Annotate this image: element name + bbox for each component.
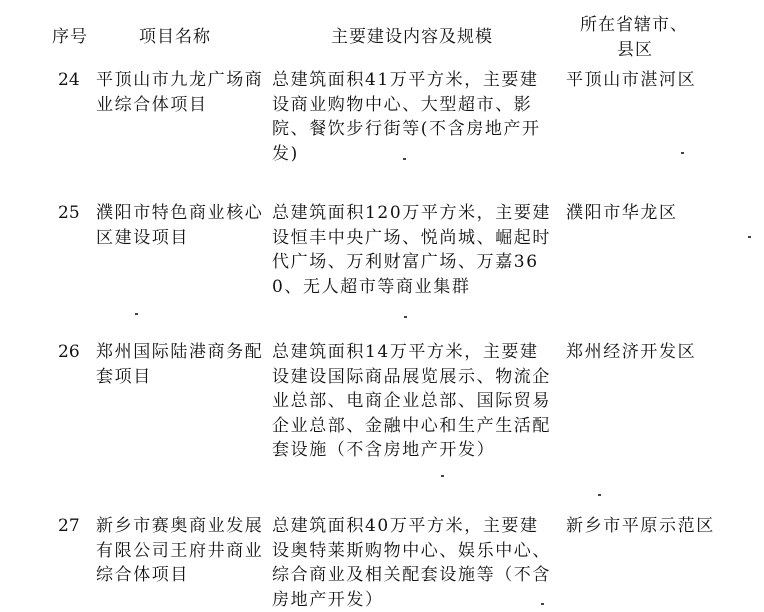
scan-speck (598, 494, 601, 496)
row-project-name: 新乡市赛奥商业发展有限公司王府井商业综合体项目 (96, 516, 264, 585)
row-content: 总建筑面积40万平方米，主要建设奥特莱斯购物中心、娱乐中心、综合商业及相关配套设施等（不含房地产开发） (272, 516, 551, 610)
row-location: 平顶山市湛河区 (566, 70, 697, 90)
row-location: 郑州经济开发区 (566, 342, 697, 362)
row-content: 总建筑面积14万平方米，主要建设建设国际商品展览展示、物流企业总部、电商企业总部、国际贸易企业总部、金融中心和生产生活配套设施（不含房地产开发） (272, 342, 551, 460)
scan-speck (403, 158, 406, 160)
row-project-name: 濮阳市特色商业核心区建设项目 (96, 203, 264, 248)
scan-speck (135, 313, 138, 315)
row-project-name: 郑州国际陆港商务配套项目 (96, 342, 264, 387)
row-seq: 26 (58, 342, 80, 362)
scan-speck (681, 152, 684, 154)
header-seq: 序号 (52, 27, 88, 47)
row-seq: 27 (58, 516, 80, 536)
header-location-line1: 所在省辖市、 (580, 15, 688, 35)
header-content: 主要建设内容及规模 (331, 27, 493, 47)
scan-speck (404, 316, 407, 318)
row-project-name: 平顶山市九龙广场商业综合体项目 (96, 70, 264, 115)
header-location-line2: 县区 (617, 40, 653, 60)
row-seq: 25 (58, 203, 80, 223)
header-name: 项目名称 (139, 27, 211, 47)
row-location: 濮阳市华龙区 (566, 203, 678, 223)
scan-speck (541, 603, 544, 605)
scan-speck (748, 236, 751, 238)
row-seq: 24 (58, 70, 80, 90)
scan-speck (441, 475, 444, 477)
row-location: 新乡市平原示范区 (566, 516, 715, 536)
row-content: 总建筑面积120万平方米，主要建设恒丰中央广场、悦尚城、崛起时代广场、万利财富广场、万嘉360、无人超市等商业集群 (272, 203, 552, 297)
row-content: 总建筑面积41万平方米，主要建设商业购物中心、大型超市、影院、餐饮步行街等(不含房地产开发) (272, 70, 541, 164)
